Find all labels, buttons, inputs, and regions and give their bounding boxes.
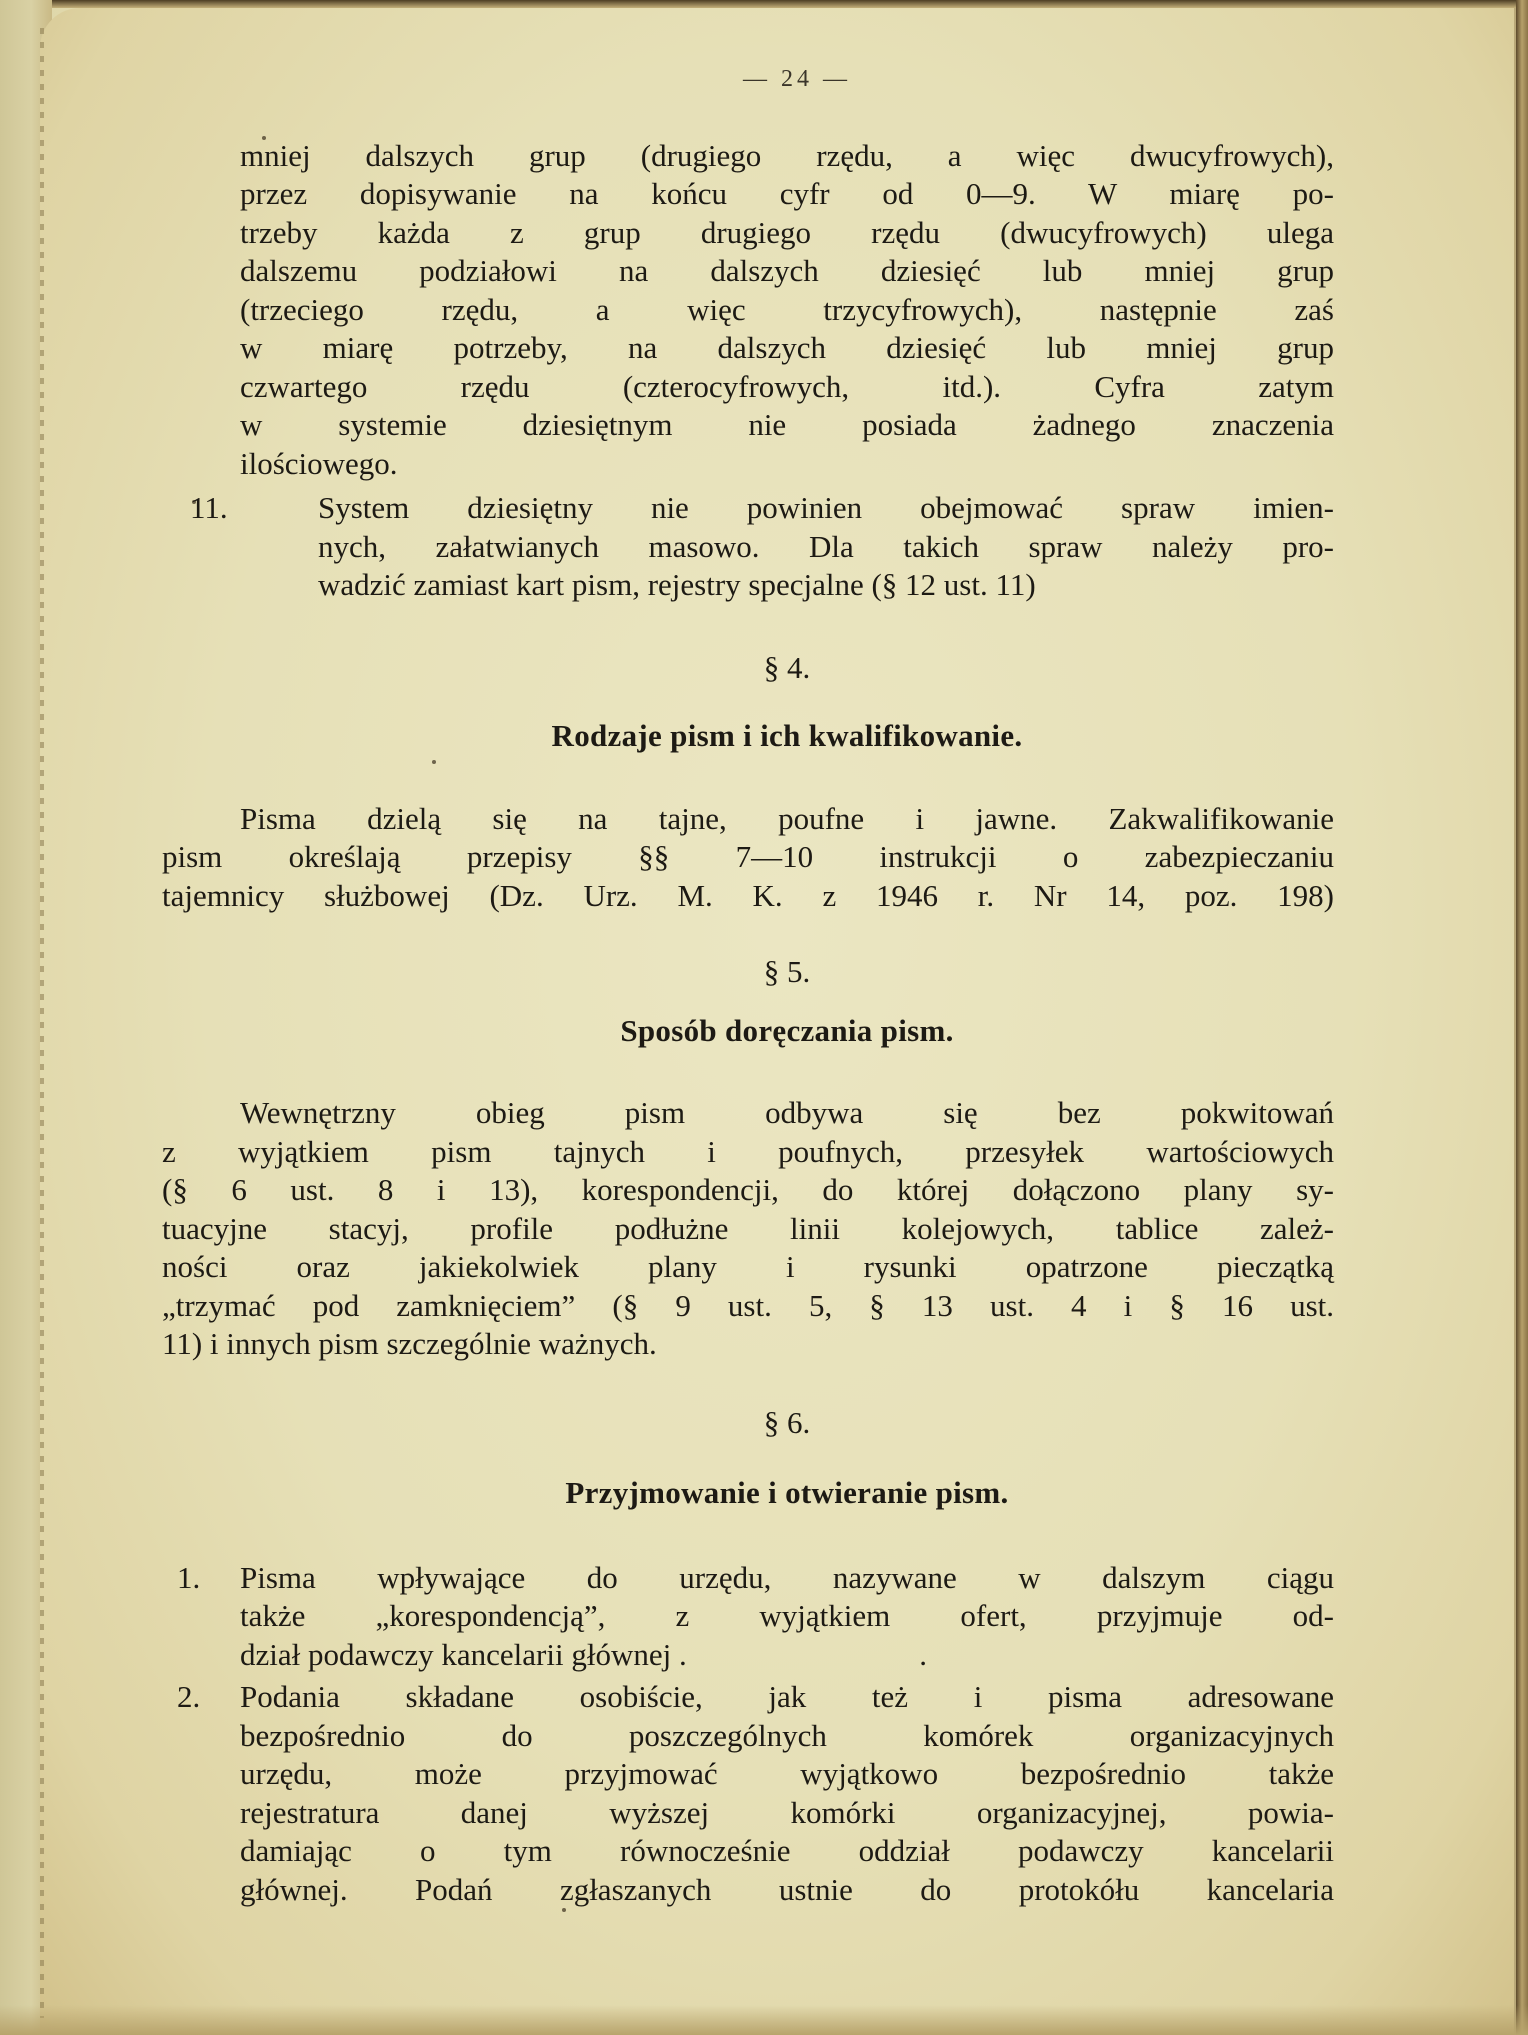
section-mark-6: § 6. [763,1404,811,1440]
section-title-5: Sposób doręczania pism. [620,1012,954,1048]
list-item-2 [162,1678,1334,1909]
continuation-paragraph [240,137,1334,484]
book-binding-edge [1516,0,1528,2035]
list-item-number: 2. [177,1679,201,1714]
text-line: w systemie dziesiętnym nie posiada żadnego znaczenia [240,407,1334,442]
text-line: Podania składane osobiście, jak też i pisma adresowane [240,1679,1334,1714]
text-line: (trzeciego rzędu, a więc trzycyfrowych), następnie zaś [240,291,1334,327]
text-line: czwartego rzędu (czterocyfrowych, itd.). Cyfra zatym [240,368,1334,404]
text-line: w miarę potrzeby, na dalszych dziesięć lub mniej grup [240,330,1334,365]
list-item-number: 11. [190,490,228,525]
text-line: „trzymać pod zamknięciem” (§ 9 ust. 5, § 13 ust. 4 i § 16 ust. [162,1287,1334,1323]
text-line: ności oraz jakiekolwiek plany i rysunki opatrzone pieczątką [162,1249,1334,1284]
section-title-6: Przyjmowanie i otwieranie pism. [565,1475,1009,1510]
page-bottom-edge [0,2005,1528,2035]
text-line: rejestratura danej wyższej komórki organizacyjnej, powia- [240,1794,1334,1830]
text-line: mniej dalszych grup (drugiego rzędu, a więc dwucyfrowych), [240,137,1334,173]
text-line: damiając o tym równocześnie oddział podawczy kancelarii [240,1833,1334,1868]
text-line: tajemnicy służbowej (Dz. Urz. M. K. z 1946 r. Nr 14, poz. 198) [162,877,1334,913]
text-line: Pisma wpływające do urzędu, nazywane w dalszym ciągu [240,1559,1334,1595]
section-4-paragraph [162,800,1334,916]
page-top-edge [0,0,1528,8]
text-line: bezpośrednio do poszczególnych komórek organizacyjnych [240,1717,1334,1753]
section-title-4: Rodzaje pism i ich kwalifikowanie. [551,718,1023,753]
text-line: tuacyjne stacyj, profile podłużne linii kolejowych, tablice zależ- [162,1210,1334,1246]
text-line: Pisma dzielą się na tajne, poufne i jawne. Zakwalifikowanie [240,800,1334,836]
text-line: wadzić zamiast kart pism, rejestry specjalne (§ 12 ust. 11) [318,567,1036,602]
page-number: — 24 — [743,66,851,92]
text-line: 11) i innych pism szczególnie ważnych. [162,1326,657,1361]
text-line: System dziesiętny nie powinien obejmować spraw imien- [318,490,1334,525]
text-line: ilościowego. [240,445,398,481]
section-5-paragraph [162,1094,1334,1364]
page-content [162,60,1334,1909]
text-line: dalszemu podziałowi na dalszych dziesięć lub mniej grup [240,253,1334,288]
text-line: trzeby każda z grup drugiego rzędu (dwucyfrowych) ulega [240,214,1334,250]
list-item-number: 1. [177,1559,201,1595]
text-line: pism określają przepisy §§ 7—10 instrukcji o zabezpieczaniu [162,839,1334,874]
section-mark-4: § 4. [763,649,811,685]
text-line: także „korespondencją”, z wyjątkiem ofert, przyjmuje od- [240,1598,1334,1633]
text-line: nych, załatwianych masowo. Dla takich spraw należy pro- [318,528,1334,564]
list-item-11 [190,489,1334,605]
section-mark-5: § 5. [763,954,811,989]
text-line: urzędu, może przyjmować wyjątkowo bezpośrednio także [240,1756,1334,1791]
text-line: przez dopisywanie na końcu cyfr od 0—9. W miarę po- [240,176,1334,211]
text-line: Wewnętrzny obieg pism odbywa się bez pokwitowań [240,1095,1334,1130]
list-item-1 [162,1559,1334,1675]
text-line: z wyjątkiem pism tajnych i poufnych, przesyłek wartościowych [162,1133,1334,1169]
text-line: (§ 6 ust. 8 i 13), korespondencji, do której dołączono plany sy- [162,1172,1334,1207]
text-line: głównej. Podań zgłaszanych ustnie do protokółu kancelaria [240,1871,1334,1907]
text-line: dział podawczy kancelarii głównej . . [240,1636,927,1672]
